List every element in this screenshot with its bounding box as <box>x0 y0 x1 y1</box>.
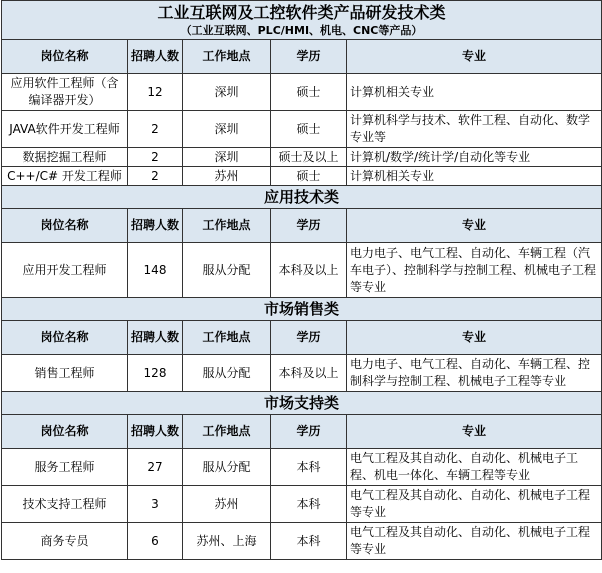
main-subtitle: （工业互联网、PLC/HMI、机电、CNC等产品） <box>180 24 423 37</box>
header-education: 学历 <box>271 40 347 74</box>
section-title-row <box>2 186 602 209</box>
cell-count: 27 <box>128 449 183 486</box>
header-location: 工作地点 <box>183 415 271 449</box>
header-location: 工作地点 <box>183 40 271 74</box>
cell-location: 苏州 <box>183 486 271 523</box>
cell-position: 商务专员 <box>2 523 128 560</box>
header-count: 招聘人数 <box>128 209 183 243</box>
table-row <box>2 148 602 167</box>
cell-education: 硕士 <box>271 167 347 186</box>
cell-position: 服务工程师 <box>2 449 128 486</box>
header-count: 招聘人数 <box>128 40 183 74</box>
cell-position: JAVA软件开发工程师 <box>2 111 128 148</box>
header-count: 招聘人数 <box>128 321 183 355</box>
table-row <box>2 486 602 523</box>
header-count: 招聘人数 <box>128 415 183 449</box>
cell-location: 服从分配 <box>183 355 271 392</box>
cell-education: 本科 <box>271 523 347 560</box>
table-row <box>2 167 602 186</box>
header-education: 学历 <box>271 321 347 355</box>
main-title: 工业互联网及工控软件类产品研发技术类 <box>157 3 446 22</box>
header-location: 工作地点 <box>183 321 271 355</box>
header-position: 岗位名称 <box>2 321 128 355</box>
table-row <box>2 449 602 486</box>
cell-count: 3 <box>128 486 183 523</box>
section-title-row <box>2 1 602 40</box>
header-location: 工作地点 <box>183 209 271 243</box>
header-major: 专业 <box>347 415 602 449</box>
table-row <box>2 355 602 392</box>
header-position: 岗位名称 <box>2 415 128 449</box>
cell-major: 计算机科学与技术、软件工程、自动化、数学专业等 <box>347 111 602 148</box>
cell-education: 硕士及以上 <box>271 148 347 167</box>
table-row <box>2 243 602 298</box>
cell-count: 148 <box>128 243 183 298</box>
table-row <box>2 74 602 111</box>
header-position: 岗位名称 <box>2 209 128 243</box>
cell-count: 128 <box>128 355 183 392</box>
cell-major: 电气工程及其自动化、自动化、机械电子工程等专业 <box>347 523 602 560</box>
cell-education: 本科及以上 <box>271 243 347 298</box>
header-position: 岗位名称 <box>2 40 128 74</box>
cell-count: 2 <box>128 167 183 186</box>
cell-major: 电力电子、电气工程、自动化、车辆工程（汽车电子）、控制科学与控制工程、机械电子工程等专业 <box>347 243 602 298</box>
cell-location: 苏州、上海 <box>183 523 271 560</box>
section-title-row <box>2 392 602 415</box>
cell-location: 深圳 <box>183 74 271 111</box>
section-title: 市场支持类 <box>2 392 602 415</box>
cell-location: 深圳 <box>183 148 271 167</box>
header-major: 专业 <box>347 40 602 74</box>
header-row <box>2 209 602 243</box>
header-major: 专业 <box>347 321 602 355</box>
cell-major: 电气工程及其自动化、自动化、机械电子工程、机电一体化、车辆工程等专业 <box>347 449 602 486</box>
section-title-row <box>2 298 602 321</box>
cell-count: 2 <box>128 111 183 148</box>
cell-location: 服从分配 <box>183 243 271 298</box>
section-title: 市场销售类 <box>2 298 602 321</box>
header-row <box>2 40 602 74</box>
header-row <box>2 415 602 449</box>
cell-position: 应用开发工程师 <box>2 243 128 298</box>
cell-major: 电力电子、电气工程、自动化、车辆工程、控制科学与控制工程、机械电子工程等专业 <box>347 355 602 392</box>
table-row <box>2 523 602 560</box>
cell-count: 6 <box>128 523 183 560</box>
table-row <box>2 111 602 148</box>
cell-major: 计算机相关专业 <box>347 74 602 111</box>
cell-location: 服从分配 <box>183 449 271 486</box>
header-major: 专业 <box>347 209 602 243</box>
header-education: 学历 <box>271 415 347 449</box>
cell-position: C++/C# 开发工程师 <box>2 167 128 186</box>
cell-education: 本科 <box>271 486 347 523</box>
cell-count: 12 <box>128 74 183 111</box>
cell-education: 本科及以上 <box>271 355 347 392</box>
cell-education: 硕士 <box>271 111 347 148</box>
recruitment-table <box>1 0 602 560</box>
cell-position: 数据挖掘工程师 <box>2 148 128 167</box>
cell-location: 苏州 <box>183 167 271 186</box>
cell-major: 电气工程及其自动化、自动化、机械电子工程等专业 <box>347 486 602 523</box>
section-title: 应用技术类 <box>2 186 602 209</box>
cell-major: 计算机相关专业 <box>347 167 602 186</box>
cell-major: 计算机/数学/统计学/自动化等专业 <box>347 148 602 167</box>
cell-position: 销售工程师 <box>2 355 128 392</box>
cell-position: 技术支持工程师 <box>2 486 128 523</box>
header-row <box>2 321 602 355</box>
cell-position: 应用软件工程师（含编译器开发） <box>2 74 128 111</box>
header-education: 学历 <box>271 209 347 243</box>
cell-education: 硕士 <box>271 74 347 111</box>
cell-education: 本科 <box>271 449 347 486</box>
cell-location: 深圳 <box>183 111 271 148</box>
cell-count: 2 <box>128 148 183 167</box>
